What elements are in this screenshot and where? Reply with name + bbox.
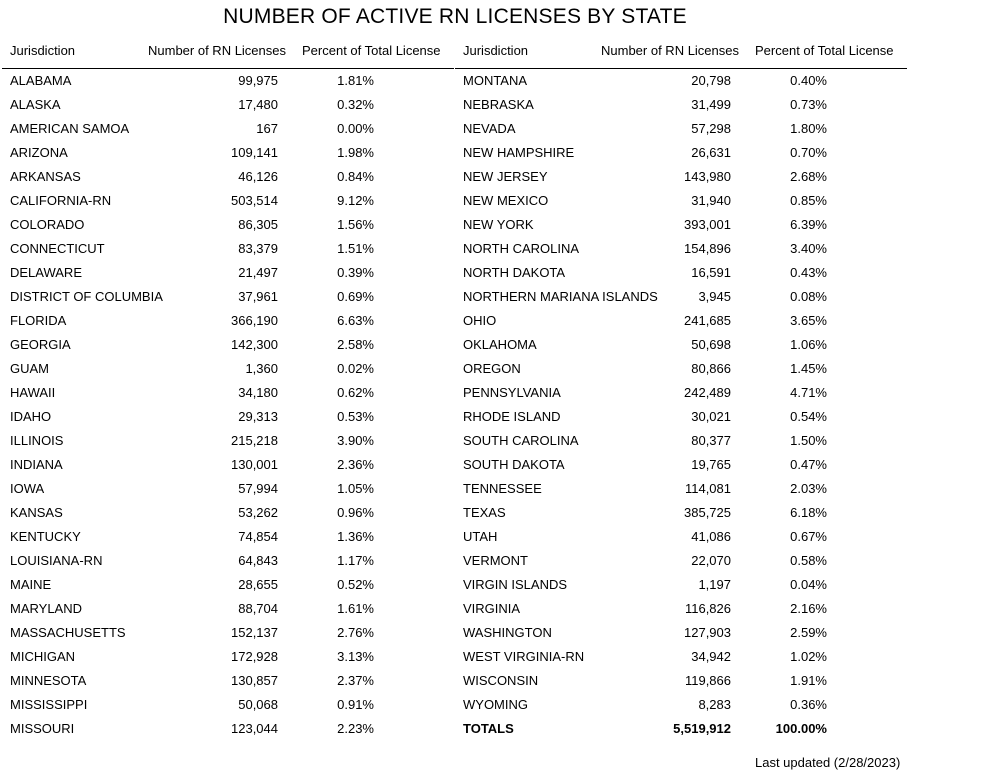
jurisdiction-cell: NORTH CAROLINA [463,241,580,256]
jurisdiction-cell: MASSACHUSETTS [10,625,126,640]
licenses-cell: 1,360 [245,361,278,376]
table-row [2,189,454,213]
percent-cell: 6.63% [337,313,374,328]
jurisdiction-cell: HAWAII [10,385,56,400]
percent-cell: 2.58% [337,337,374,352]
licenses-cell: 31,940 [691,193,731,208]
table-row [2,261,454,285]
percent-cell: 2.59% [790,625,827,640]
licenses-cell: 130,001 [231,457,278,472]
table-row [455,573,907,597]
jurisdiction-cell: ALABAMA [10,73,72,88]
licenses-cell: 80,866 [691,361,731,376]
table-row [455,117,907,141]
jurisdiction-cell: MAINE [10,577,52,592]
licenses-cell: 46,126 [238,169,278,184]
percent-cell: 0.36% [790,697,827,712]
header-licenses: Number of RN Licenses [148,43,286,58]
licenses-cell: 50,698 [691,337,731,352]
licenses-cell: 167 [256,121,278,136]
percent-cell: 2.37% [337,673,374,688]
table-row [2,525,454,549]
licenses-cell: 116,826 [684,601,731,616]
jurisdiction-cell: VIRGINIA [463,601,521,616]
table-row [455,501,907,525]
table-row [2,117,454,141]
jurisdiction-cell: CALIFORNIA-RN [10,193,112,208]
table-row [2,141,454,165]
jurisdiction-cell: ILLINOIS [10,433,64,448]
jurisdiction-cell: VIRGIN ISLANDS [463,577,568,592]
licenses-cell: 503,514 [231,193,278,208]
percent-cell: 1.06% [790,337,827,352]
percent-cell: 0.47% [790,457,827,472]
licenses-cell: 393,001 [684,217,731,232]
jurisdiction-cell: NORTH DAKOTA [463,265,566,280]
table-row [455,453,907,477]
jurisdiction-cell: DISTRICT OF COLUMBIA [10,289,163,304]
licenses-cell: 242,489 [684,385,731,400]
licenses-cell: 20,798 [691,73,731,88]
table-row [2,165,454,189]
percent-cell: 0.91% [337,697,374,712]
jurisdiction-cell: SOUTH CAROLINA [463,433,579,448]
percent-cell: 4.71% [790,385,827,400]
jurisdiction-cell: KENTUCKY [10,529,81,544]
percent-cell: 2.23% [337,721,374,736]
table-row [2,501,454,525]
percent-cell: 6.18% [790,505,827,520]
jurisdiction-cell: NEW MEXICO [463,193,549,208]
jurisdiction-cell: INDIANA [10,457,63,472]
table-row [455,357,907,381]
jurisdiction-cell: AMERICAN SAMOA [10,121,130,136]
jurisdiction-cell: NEBRASKA [463,97,534,112]
jurisdiction-cell: GUAM [10,361,49,376]
licenses-cell: 74,854 [238,529,278,544]
percent-cell: 0.70% [790,145,827,160]
jurisdiction-cell: TEXAS [463,505,506,520]
table-row [455,69,907,93]
jurisdiction-cell: OKLAHOMA [463,337,537,352]
percent-cell: 1.05% [337,481,374,496]
header-percent: Percent of Total License [755,43,894,58]
jurisdiction-cell: MINNESOTA [10,673,87,688]
table-row [455,669,907,693]
jurisdiction-cell: NEW YORK [463,217,534,232]
percent-cell: 0.84% [337,169,374,184]
table-row [2,405,454,429]
licenses-cell: 21,497 [238,265,278,280]
licenses-cell: 142,300 [231,337,278,352]
percent-cell: 0.00% [337,121,374,136]
licenses-cell: 5,519,912 [673,721,731,736]
jurisdiction-cell: VERMONT [463,553,528,568]
licenses-cell: 8,283 [698,697,731,712]
licenses-cell: 22,070 [691,553,731,568]
table-row [2,285,454,309]
percent-cell: 1.80% [790,121,827,136]
table-row [455,645,907,669]
table-row [455,429,907,453]
jurisdiction-cell: DELAWARE [10,265,82,280]
percent-cell: 1.61% [337,601,374,616]
licenses-cell: 152,137 [231,625,278,640]
table-body [2,69,454,741]
table-row [2,693,454,717]
percent-cell: 1.81% [337,73,374,88]
percent-cell: 0.67% [790,529,827,544]
percent-cell: 0.62% [337,385,374,400]
licenses-cell: 53,262 [238,505,278,520]
jurisdiction-cell: CONNECTICUT [10,241,105,256]
table-row [2,381,454,405]
percent-cell: 0.53% [337,409,374,424]
licenses-cell: 1,197 [698,577,731,592]
percent-cell: 0.43% [790,265,827,280]
table-row [455,525,907,549]
table-row [455,405,907,429]
percent-cell: 2.16% [790,601,827,616]
percent-cell: 2.68% [790,169,827,184]
table-row [2,309,454,333]
table-row [455,477,907,501]
jurisdiction-cell: MISSISSIPPI [10,697,88,712]
jurisdiction-cell: IDAHO [10,409,52,424]
licenses-cell: 99,975 [238,73,278,88]
table-row [2,333,454,357]
jurisdiction-cell: PENNSYLVANIA [463,385,561,400]
licenses-cell: 130,857 [231,673,278,688]
licenses-cell: 83,379 [238,241,278,256]
jurisdiction-cell: WYOMING [463,697,528,712]
jurisdiction-cell: MARYLAND [10,601,83,616]
table-row [2,549,454,573]
licenses-cell: 114,081 [684,481,731,496]
table-row [455,597,907,621]
jurisdiction-cell: SOUTH DAKOTA [463,457,565,472]
percent-cell: 0.52% [337,577,374,592]
table-row [455,141,907,165]
jurisdiction-cell: ARIZONA [10,145,68,160]
percent-cell: 1.17% [337,553,374,568]
licenses-cell: 172,928 [231,649,278,664]
jurisdiction-cell: GEORGIA [10,337,71,352]
table-row [455,333,907,357]
licenses-cell: 41,086 [691,529,731,544]
table-row [2,357,454,381]
table-row [2,69,454,93]
table-row [455,261,907,285]
jurisdiction-cell: WISCONSIN [463,673,539,688]
licenses-cell: 109,141 [231,145,278,160]
jurisdiction-cell: ALASKA [10,97,61,112]
percent-cell: 9.12% [337,193,374,208]
table-row [2,477,454,501]
licenses-cell: 88,704 [238,601,278,616]
table-row [455,189,907,213]
licenses-cell: 57,298 [691,121,731,136]
percent-cell: 1.45% [790,361,827,376]
table-row [455,309,907,333]
table-row [455,549,907,573]
licenses-cell: 30,021 [691,409,731,424]
jurisdiction-cell: NEVADA [463,121,516,136]
table-row [2,237,454,261]
percent-cell: 0.02% [337,361,374,376]
licenses-cell: 215,218 [231,433,278,448]
licenses-cell: 64,843 [238,553,278,568]
right-table [455,40,907,741]
jurisdiction-cell: ARKANSAS [10,169,81,184]
table-row [455,621,907,645]
jurisdiction-cell: MICHIGAN [10,649,75,664]
licenses-cell: 385,725 [684,505,731,520]
licenses-cell: 154,896 [684,241,731,256]
table-row [2,213,454,237]
percent-cell: 100.00% [775,721,827,736]
percent-cell: 1.91% [790,673,827,688]
header-jurisdiction: Jurisdiction [10,43,76,58]
percent-cell: 1.51% [337,241,374,256]
licenses-cell: 37,961 [238,289,278,304]
last-updated: Last updated (2/28/2023) [755,755,901,770]
licenses-cell: 17,480 [238,97,278,112]
jurisdiction-cell: UTAH [463,529,498,544]
percent-cell: 1.50% [790,433,827,448]
table-row [2,645,454,669]
header-percent: Percent of Total License [302,43,441,58]
left-table [2,40,454,741]
licenses-cell: 143,980 [684,169,731,184]
table-row [2,669,454,693]
licenses-cell: 19,765 [691,457,731,472]
jurisdiction-cell: WEST VIRGINIA-RN [463,649,585,664]
percent-cell: 2.36% [337,457,374,472]
licenses-cell: 127,903 [684,625,731,640]
table-row [455,285,907,309]
jurisdiction-cell: KANSAS [10,505,63,520]
jurisdiction-cell: TOTALS [463,721,514,736]
percent-cell: 0.04% [790,577,827,592]
jurisdiction-cell: FLORIDA [10,313,67,328]
table-row [455,693,907,717]
licenses-cell: 241,685 [684,313,731,328]
percent-cell: 6.39% [790,217,827,232]
licenses-cell: 119,866 [684,673,731,688]
percent-cell: 1.02% [790,649,827,664]
licenses-cell: 80,377 [691,433,731,448]
licenses-cell: 86,305 [238,217,278,232]
table-row [2,621,454,645]
jurisdiction-cell: TENNESSEE [463,481,542,496]
table-header [2,40,454,69]
jurisdiction-cell: OHIO [463,313,497,328]
table-row [2,573,454,597]
percent-cell: 3.40% [790,241,827,256]
percent-cell: 2.76% [337,625,374,640]
table-row [2,717,454,741]
licenses-cell: 34,942 [691,649,731,664]
table-row [2,453,454,477]
table-row [455,237,907,261]
percent-cell: 0.85% [790,193,827,208]
licenses-cell: 26,631 [691,145,731,160]
licenses-cell: 31,499 [691,97,731,112]
percent-cell: 0.96% [337,505,374,520]
table-row [2,597,454,621]
table-row [2,93,454,117]
percent-cell: 0.54% [790,409,827,424]
licenses-cell: 50,068 [238,697,278,712]
table-row [455,213,907,237]
percent-cell: 0.39% [337,265,374,280]
header-jurisdiction: Jurisdiction [463,43,529,58]
table-row [455,93,907,117]
header-licenses: Number of RN Licenses [601,43,739,58]
jurisdiction-cell: MONTANA [463,73,528,88]
percent-cell: 1.56% [337,217,374,232]
page-title: NUMBER OF ACTIVE RN LICENSES BY STATE [223,5,687,28]
percent-cell: 0.08% [790,289,827,304]
percent-cell: 3.65% [790,313,827,328]
jurisdiction-cell: COLORADO [10,217,85,232]
totals-row [455,717,907,741]
percent-cell: 2.03% [790,481,827,496]
table-row [455,165,907,189]
licenses-cell: 29,313 [238,409,278,424]
licenses-cell: 28,655 [238,577,278,592]
jurisdiction-cell: NEW HAMPSHIRE [463,145,575,160]
percent-cell: 0.58% [790,553,827,568]
jurisdiction-cell: NEW JERSEY [463,169,548,184]
licenses-cell: 123,044 [231,721,278,736]
percent-cell: 3.13% [337,649,374,664]
table-body [455,69,907,741]
percent-cell: 0.69% [337,289,374,304]
percent-cell: 1.98% [337,145,374,160]
jurisdiction-cell: WASHINGTON [463,625,552,640]
percent-cell: 0.32% [337,97,374,112]
table-header [455,40,907,69]
jurisdiction-cell: MISSOURI [10,721,75,736]
licenses-cell: 57,994 [238,481,278,496]
jurisdiction-cell: RHODE ISLAND [463,409,561,424]
jurisdiction-cell: NORTHERN MARIANA ISLANDS [463,289,658,304]
licenses-cell: 34,180 [238,385,278,400]
licenses-cell: 16,591 [691,265,731,280]
licenses-cell: 3,945 [698,289,731,304]
table-row [2,429,454,453]
jurisdiction-cell: IOWA [10,481,45,496]
jurisdiction-cell: OREGON [463,361,521,376]
percent-cell: 1.36% [337,529,374,544]
percent-cell: 3.90% [337,433,374,448]
percent-cell: 0.73% [790,97,827,112]
table-row [455,381,907,405]
jurisdiction-cell: LOUISIANA-RN [10,553,103,568]
percent-cell: 0.40% [790,73,827,88]
licenses-cell: 366,190 [231,313,278,328]
